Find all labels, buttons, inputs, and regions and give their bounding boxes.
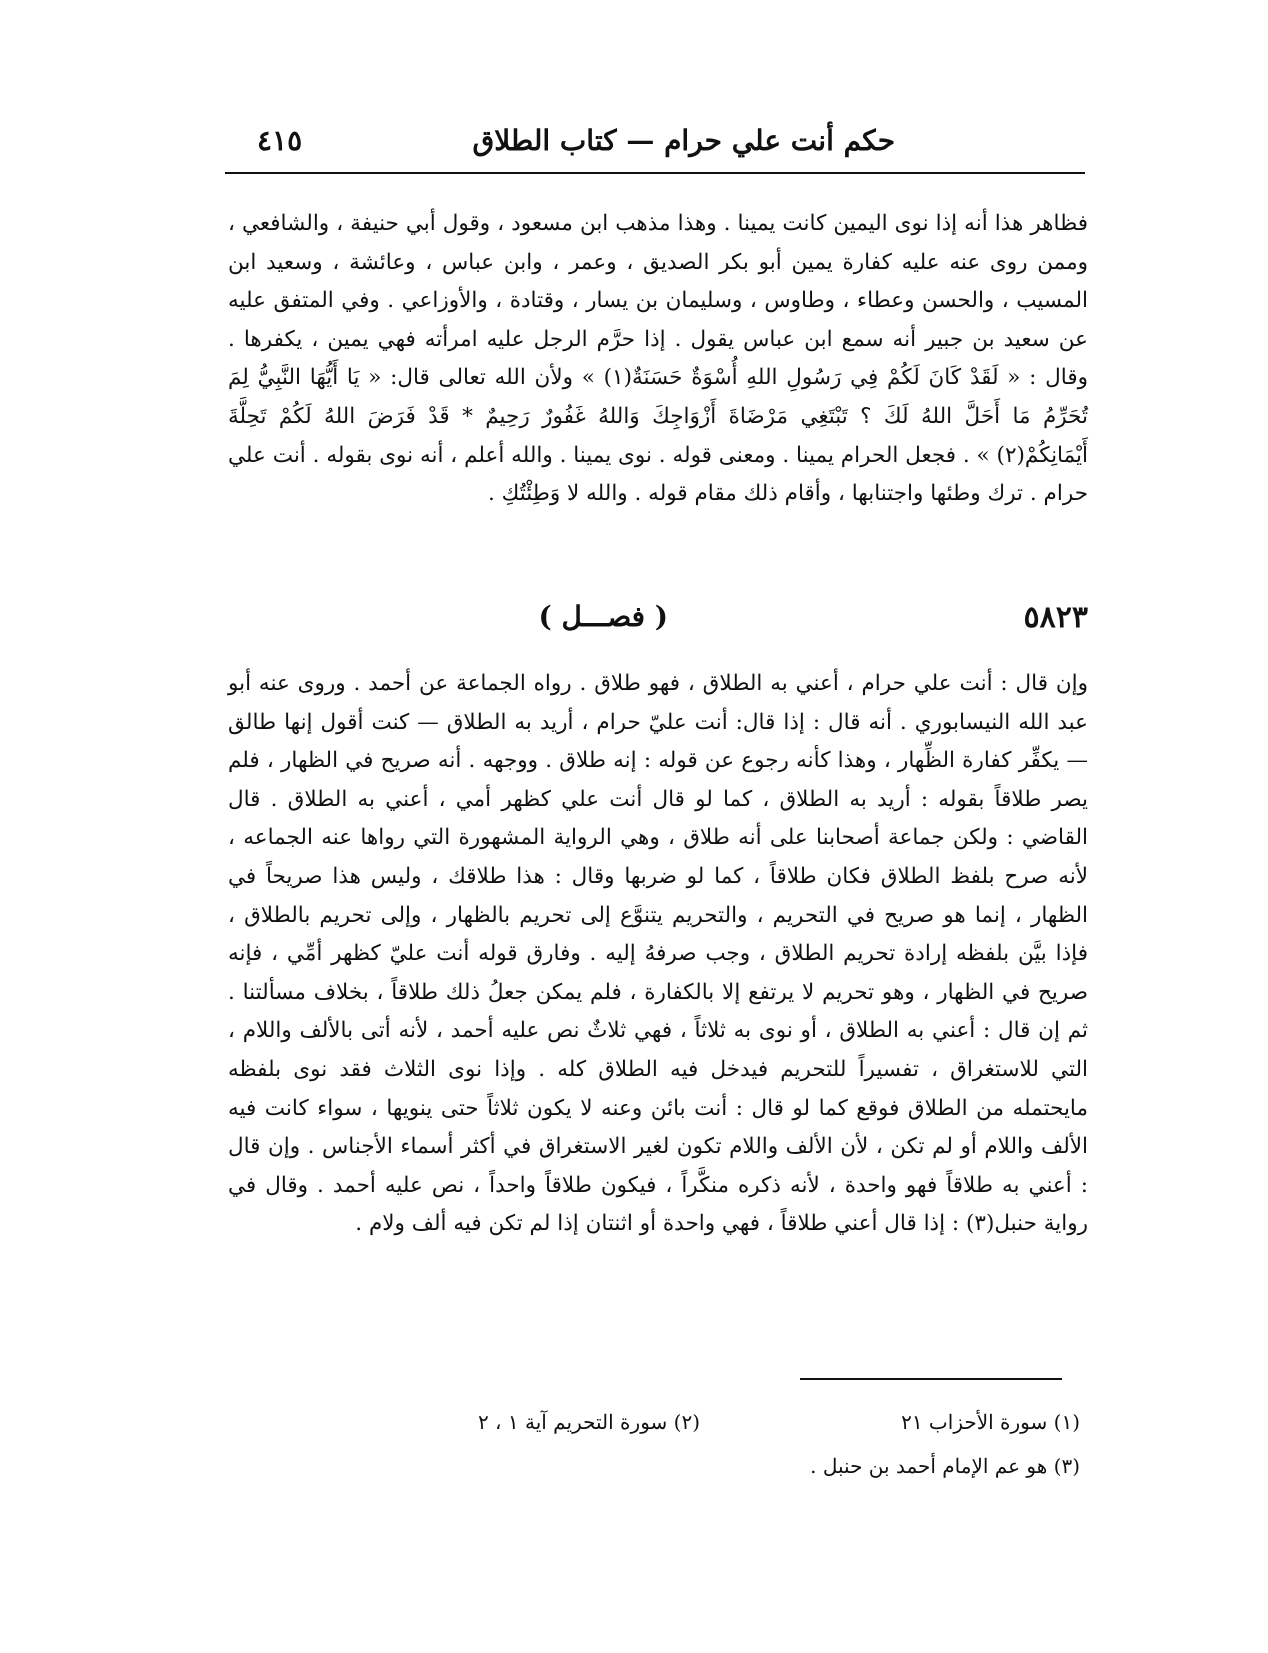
- section-label: ( فصـــل ): [538, 600, 668, 633]
- footnote-2: (٢) سورة التحريم آية ١ ، ٢: [477, 1410, 700, 1434]
- footnote-1: (١) سورة الأحزاب ٢١: [901, 1410, 1080, 1434]
- section-number: ٥٨٢٣: [1023, 600, 1088, 635]
- running-header: [225, 118, 1085, 174]
- footnote-3: (٣) هو عم الإمام أحمد بن حنبل .: [810, 1454, 1080, 1478]
- footnotes: [380, 1400, 1080, 1488]
- footnote-row: [380, 1444, 1080, 1488]
- paragraph-2: وإن قال : أنت علي حرام ، أعني به الطلاق ، فهو طلاق . رواه الجماعة عن أحمد . وروى عنه أبو عبد الله النيسابوري . أنه قال : إذا قال: أنت عليّ حرام ، أريد به الطلاق — كنت أقول إنها طالق — يكفِّر كفارة الظِّهار ، وهذا كأنه رجوع عن قوله : إنه طلاق . ووجهه . أنه صريح في الظهار ، فلم يصر طلاقاً بقوله : أريد به الطلاق ، كما لو قال أنت علي كظهر أمي ، أعني به الطلاق . قال القاضي : ولكن جماعة أصحابنا على أنه طلاق ، وهي الرواية المشهورة التي رواها عنه الجماعه ، لأنه صرح بلفظ الطلاق فكان طلاقاً ، كما لو ضربها وقال : هذا طلاقك ، وليس هذا صريحاً في الظهار ، إنما هو صريح في التحريم ، والتحريم يتنوَّع إلى تحريم بالظهار ، وإلى تحريم بالطلاق ، فإذا بيَّن بلفظه إرادة تحريم الطلاق ، وجب صرفهُ إليه . وفارق قوله أنت عليّ كظهر أمِّي ، فإنه صريح في الظهار ، وهو تحريم لا يرتفع إلا بالكفارة ، فلم يمكن جعلُ ذلك طلاقاً ، بخلاف مسألتنا . ثم إن قال : أعني به الطلاق ، أو نوى به ثلاثاً ، فهي ثلاثٌ نص عليه أحمد ، لأنه أتى بالألف واللام ، التي للاستغراق ، تفسيراً للتحريم فيدخل فيه الطلاق كله . وإذا نوى الثلاث فقد نوى بلفظه مايحتمله من الطلاق فوقع كما لو قال : أنت بائن وعنه لا يكون ثلاثاً حتى ينويها ، سواء كانت فيه الألف واللام أو لم تكن ، لأن الألف واللام تكون لغير الاستغراق في أكثر أسماء الأجناس . وإن قال : أعني به طلاقاً فهو واحدة ، لأنه ذكره منكَّراً ، فيكون طلاقاً واحداً ، نص عليه أحمد . وقال في رواية حنبل(٣) : إذا قال أعني طلاقاً ، فهي واحدة أو اثنتان إذا لم تكن فيه ألف ولام .: [228, 671, 1088, 1237]
- footnote-divider: [800, 1378, 1062, 1380]
- footnote-row: [380, 1400, 1080, 1444]
- page-number: ٤١٥: [257, 124, 303, 157]
- paragraph-1: فظاهر هذا أنه إذا نوى اليمين كانت يمينا . وهذا مذهب ابن مسعود ، وقول أبي حنيفة ، والشافعي ، وممن روى عنه عليه كفارة يمين أبو بكر الصديق ، وعمر ، وابن عباس ، وعائشة ، وسعيد ابن المسيب ، والحسن وعطاء ، وطاوس ، وسليمان بن يسار ، وقتادة ، والأوزاعي . وفي المتفق عليه عن سعيد بن جبير أنه سمع ابن عباس يقول . إذا حرَّم الرجل عليه امرأته فهي يمين ، يكفرها . وقال : « لَقَدْ كَانَ لَكُمْ فِي رَسُولِ اللهِ أُسْوَةٌ حَسَنَةٌ(١) » ولأن الله تعالى قال: « يَا أَيُّهَا النَّبِيُّ لِمَ تُحَرِّمُ مَا أَحَلَّ اللهُ لَكَ ؟ تَبْتَغِي مَرْضَاةَ أَزْوَاجِكَ وَاللهُ غَفُورٌ رَحِيمٌ * قَدْ فَرَضَ اللهُ لَكُمْ تَحِلَّةَ أَيْمَانِكُمْ(٢) » . فجعل الحرام يمينا . ومعنى قوله . نوى يمينا . والله أعلم ، أنه نوى بقوله . أنت علي حرام . ترك وطئها واجتنابها ، وأقام ذلك مقام قوله . والله لا وَطِئْتُكِ .: [228, 211, 1088, 507]
- header-title: حكم أنت علي حرام — كتاب الطلاق: [472, 124, 895, 157]
- text-block-2: [228, 665, 1088, 1244]
- text-block-1: [228, 205, 1088, 514]
- section-heading: [228, 600, 1088, 644]
